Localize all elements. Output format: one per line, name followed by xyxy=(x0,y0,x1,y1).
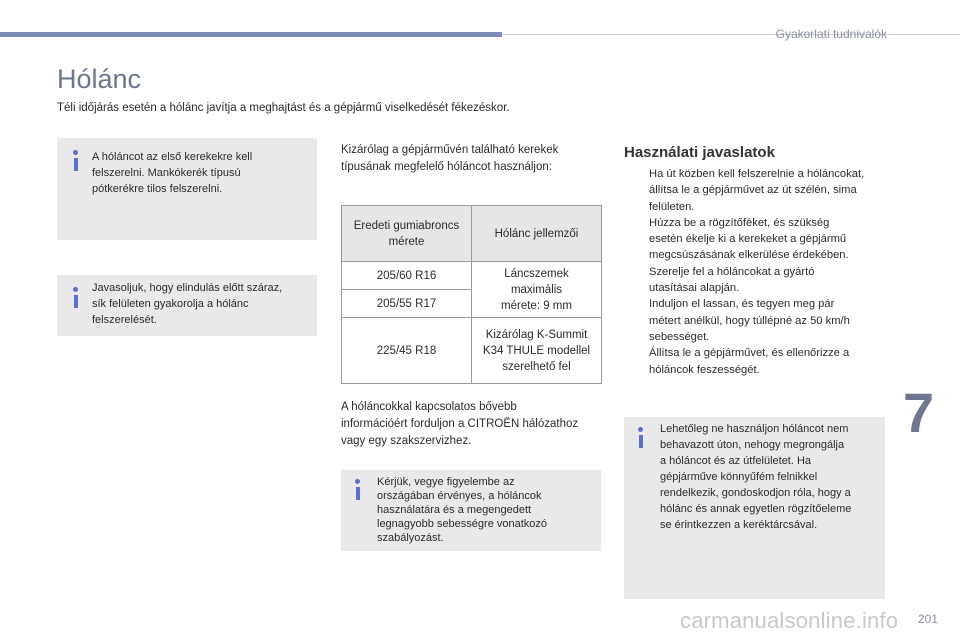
snow-chain-table xyxy=(341,205,602,384)
note-line: sík felületen gyakorolja a hólánc xyxy=(92,298,249,310)
page-title: Hólánc xyxy=(57,64,142,94)
note-line: országában érvényes, a hóláncok xyxy=(377,490,542,502)
list-item: Ha út közben kell felszerelnie a hóláncokat, állítsa le a gépjárművet az út szélén, sima felületen. xyxy=(649,168,865,213)
section-header: Gyakorlati tudnivalók xyxy=(775,27,887,41)
text-line: vagy egy szakszervizhez. xyxy=(341,435,472,447)
chapter-number: 7 xyxy=(903,381,935,444)
note-line: pótkerékre tilos felszerelni. xyxy=(92,183,223,195)
header-accent-bar xyxy=(0,32,502,37)
table-cell-spec: Láncszemek maximális mérete: 9 mm xyxy=(472,262,602,318)
intro-text: Téli időjárás esetén a hólánc javítja a meghajtást és a gépjármű viselkedését fékezéskor. xyxy=(57,102,510,114)
note-line: behavazott úton, nehogy megrongálja xyxy=(660,439,845,451)
text-line: A hóláncokkal kapcsolatos bővebb xyxy=(341,401,517,413)
tips-list xyxy=(624,166,886,378)
table-cell-tyre: 205/60 R16 xyxy=(342,262,472,290)
text-line: Kizárólag a gépjárművén található kerekek xyxy=(341,144,559,156)
table-row xyxy=(342,262,602,290)
info-box-avoid-road xyxy=(624,417,885,599)
text-line: információért forduljon a CITROËN hálózathoz xyxy=(341,418,579,430)
table-row xyxy=(342,318,602,384)
tips-heading: Használati javaslatok xyxy=(624,144,775,161)
note-line: Kérjük, vegye figyelembe az xyxy=(377,476,515,488)
note-line: rendelkezik, gondoskodjon róla, hogy a xyxy=(660,487,851,499)
list-item: Húzza be a rögzítőféket, és szükség esetén ékelje ki a kerekeket a gépjármű megcsúszásának elkerülése érdekében. xyxy=(649,216,849,262)
only-chains-text xyxy=(341,142,558,176)
page-number: 201 xyxy=(918,612,939,626)
note-line: hólánc és annak egyetlen rögzítőeleme xyxy=(660,503,852,515)
note-line: Lehetőleg ne használjon hóláncot nem xyxy=(660,423,849,435)
list-item: Induljon el lassan, és tegyen meg pár métert anélkül, hogy túllépné az 50 km/h sebességet. xyxy=(649,298,850,343)
text-line: típusának megfelelő hóláncot használjon: xyxy=(341,161,552,173)
watermark: carmanualsonline.info xyxy=(680,608,899,633)
note-line: felszerelését. xyxy=(92,314,157,326)
info-icon xyxy=(71,287,81,309)
list-item: Szerelje fel a hóláncokat a gyártó utasításai alapján. xyxy=(649,265,815,295)
note-line: se érintkezzen a keréktárcsával. xyxy=(660,519,818,531)
info-box-front-wheels xyxy=(57,138,317,240)
table-cell-tyre: 225/45 R18 xyxy=(342,318,472,384)
note-line: legnagyobb sebességre vonatkozó xyxy=(377,518,548,530)
more-info-text xyxy=(341,399,578,450)
info-box-regulations xyxy=(341,470,601,551)
table-header-row xyxy=(342,206,602,262)
info-box-practice xyxy=(57,275,317,336)
info-icon xyxy=(71,150,81,172)
note-line: Javasoljuk, hogy elindulás előtt száraz, xyxy=(92,282,283,294)
info-icon xyxy=(636,427,646,449)
note-line: szabályozást. xyxy=(377,532,444,544)
table-header-chain-spec: Hólánc jellemzői xyxy=(472,206,602,262)
note-line: A hóláncot az első kerekekre kell xyxy=(92,151,253,163)
table-cell-tyre: 205/55 R17 xyxy=(342,290,472,318)
note-line: gépjárműve könnyűfém felnikkel xyxy=(660,471,818,483)
list-item: Állítsa le a gépjárművet, és ellenőrizze a hóláncok feszességét. xyxy=(649,347,850,376)
note-line: a hóláncot és az útfelületet. Ha xyxy=(660,455,812,467)
table-cell-spec: Kizárólag K-Summit K34 THULE modellel szerelhető fel xyxy=(472,318,602,384)
note-line: használatára és a megengedett xyxy=(377,504,532,516)
header-rule xyxy=(502,34,960,35)
table-header-tyre-size: Eredeti gumiabroncs mérete xyxy=(342,206,472,262)
info-icon xyxy=(353,479,363,501)
note-line: felszerelni. Mankókerék típusú xyxy=(92,167,241,179)
